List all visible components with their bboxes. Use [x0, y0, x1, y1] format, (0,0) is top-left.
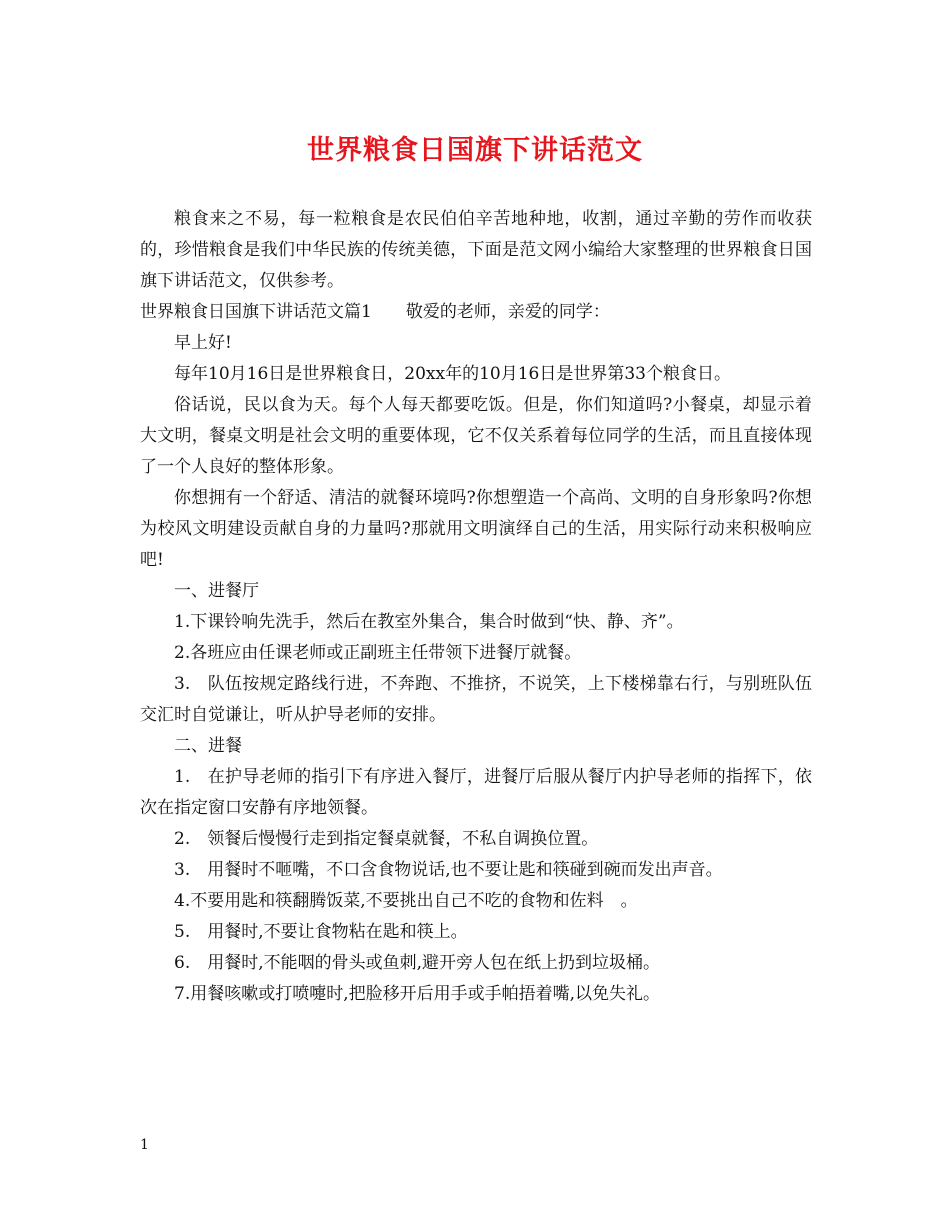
- question-paragraph: 你想拥有一个舒适、清洁的就餐环境吗?你想塑造一个高尚、文明的自身形象吗?你想为校风文明建设贡献自身的力量吗?那就用文明演绎自己的生活，用实际行动来积极响应吧!: [140, 488, 812, 570]
- list-item: 6. 用餐时,不能咽的骨头或鱼刺,避开旁人包在纸上扔到垃圾桶。: [174, 953, 661, 973]
- saying-paragraph: 俗话说，民以食为天。每个人每天都要吃饭。但是，你们知道吗?小餐桌，却显示着大文明，餐桌文明是社会文明的重要体现，它不仅关系着每位同学的生活，而且直接体现了一个人良好的整体形象。: [140, 395, 812, 477]
- list-item: 2.各班应由任课老师或正副班主任带领下进餐厅就餐。: [174, 643, 582, 663]
- page-number: 1: [140, 1137, 149, 1153]
- document-title: 世界粮食日国旗下讲话范文: [307, 135, 643, 166]
- greeting-paragraph: 早上好!: [174, 333, 232, 353]
- list-item: 3. 队伍按规定路线行进，不奔跑、不推挤，不说笑，上下楼梯靠右行，与别班队伍交汇时自觉谦让，听从护导老师的安排。: [140, 674, 812, 725]
- food-day-paragraph: 每年10月16日是世界粮食日，20xx年的10月16日是世界第33个粮食日。: [174, 364, 731, 384]
- speech-heading-line: 世界粮食日国旗下讲话范文篇1 敬爱的老师，亲爱的同学：: [140, 302, 610, 322]
- list-item: 7.用餐咳嗽或打喷嚏时,把脸移开后用手或手帕捂着嘴,以免失礼。: [174, 984, 661, 1004]
- section-heading-enter-canteen: 一、进餐厅: [174, 581, 259, 601]
- list-item: 5. 用餐时,不要让食物粘在匙和筷上。: [174, 922, 468, 942]
- document-body: [140, 204, 812, 1010]
- list-item: 1.下课铃响先洗手，然后在教室外集合，集合时做到“快、静、齐”。: [174, 612, 684, 632]
- intro-paragraph: 粮食来之不易，每一粒粮食是农民伯伯辛苦地种地，收割，通过辛勤的劳作而收获的，珍惜粮食是我们中华民族的传统美德，下面是范文网小编给大家整理的世界粮食日国旗下讲话范文，仅供参考。: [140, 209, 812, 291]
- list-item: 4.不要用匙和筷翻腾饭菜,不要挑出自己不吃的食物和佐料 。: [174, 891, 638, 911]
- list-item: 3. 用餐时不咂嘴，不口含食物说话,也不要让匙和筷碰到碗而发出声音。: [174, 860, 723, 880]
- list-item: 1. 在护导老师的指引下有序进入餐厅，进餐厅后服从餐厅内护导老师的指挥下，依次在指定窗口安静有序地领餐。: [140, 767, 812, 818]
- list-item: 2. 领餐后慢慢行走到指定餐桌就餐，不私自调换位置。: [174, 829, 599, 849]
- section-heading-dining: 二、进餐: [174, 736, 242, 756]
